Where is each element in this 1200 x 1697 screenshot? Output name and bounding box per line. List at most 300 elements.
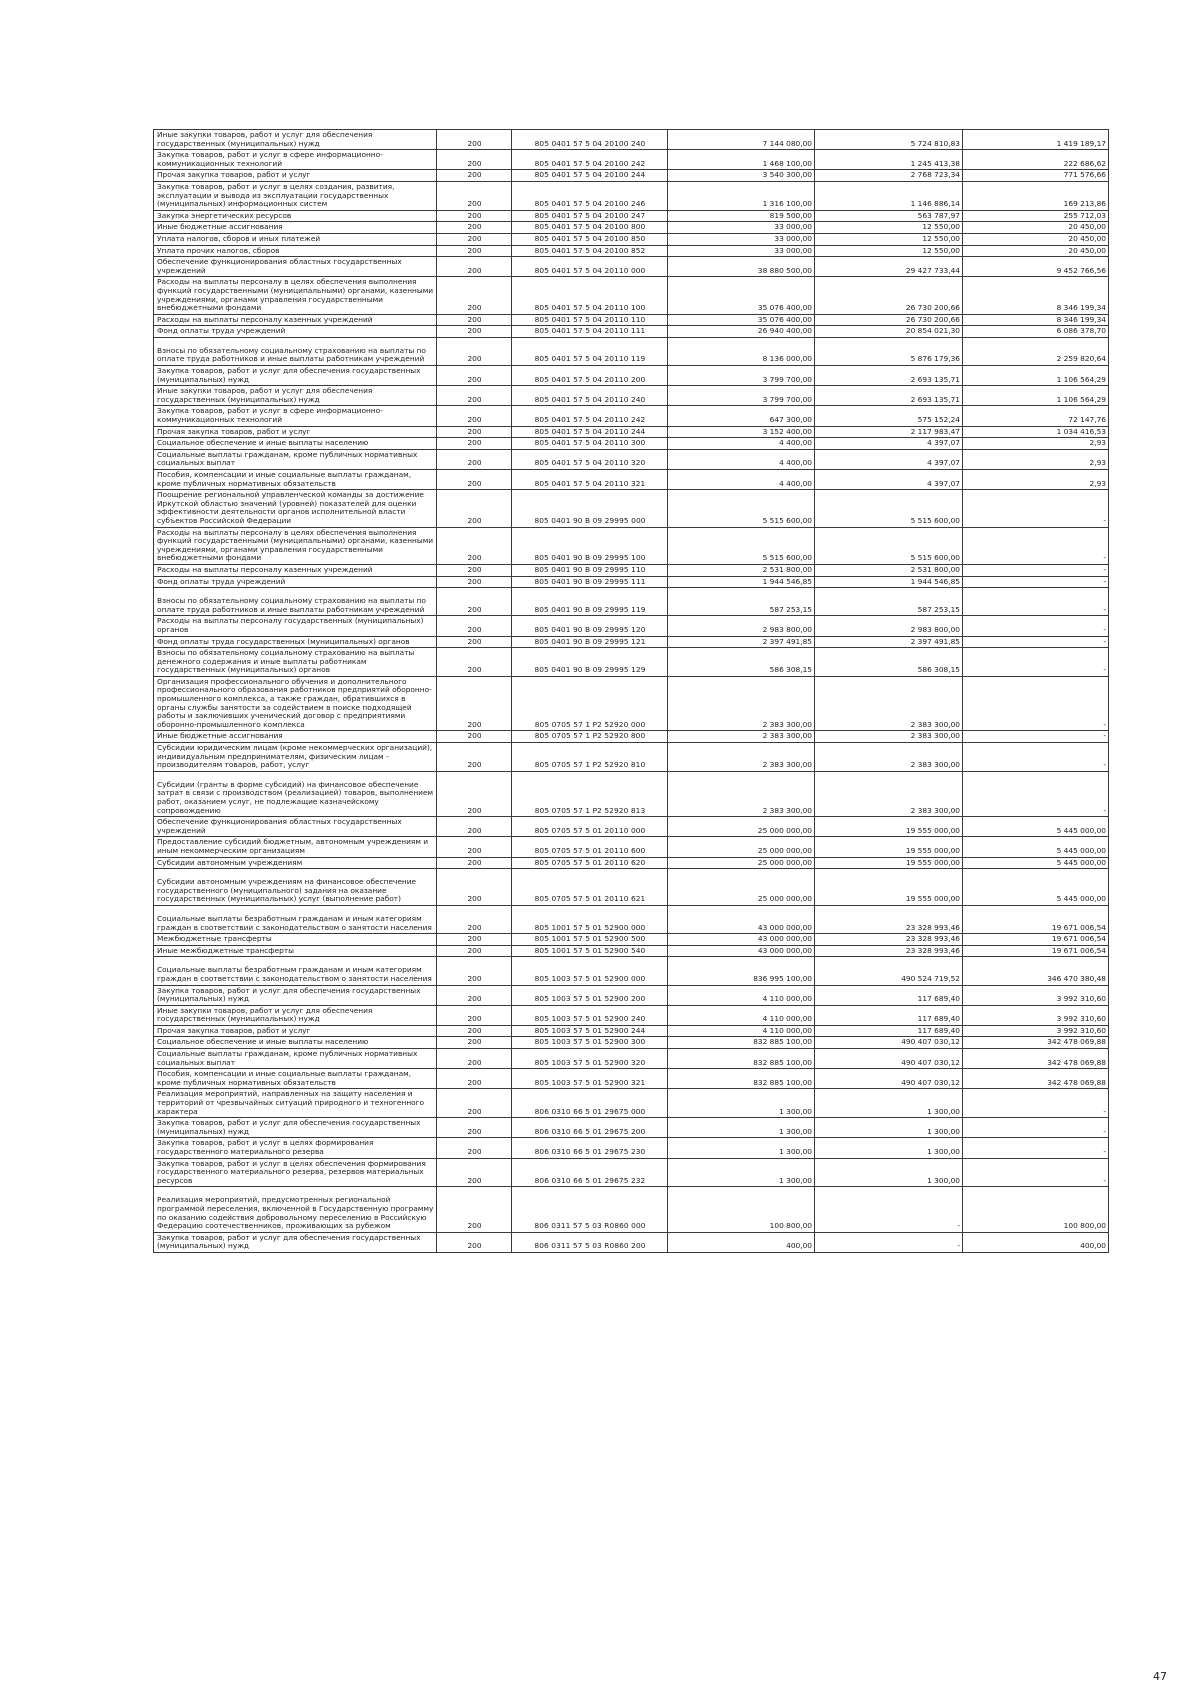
executed-amount-cell: 490 524 719,52 — [815, 957, 963, 985]
approved-amount-cell: 4 400,00 — [668, 470, 815, 490]
line-code-cell: 200 — [437, 985, 512, 1005]
table-row — [154, 905, 1109, 933]
executed-amount-cell: 1 146 886,14 — [815, 181, 963, 210]
executed-amount-cell: 19 555 000,00 — [815, 817, 963, 837]
line-code-cell: 200 — [437, 837, 512, 857]
expense-name-cell: Расходы на выплаты персоналу в целях обеспечения выполнения функций государственными (муниципальными) органами, казенными учреждениями, органами управления государственными внебюджетными фондами — [154, 277, 437, 314]
executed-amount-cell: 1 300,00 — [815, 1138, 963, 1158]
executed-amount-cell: 563 787,97 — [815, 210, 963, 222]
line-code-cell: 200 — [437, 957, 512, 985]
remaining-amount-cell: - — [963, 576, 1109, 588]
line-code-cell: 200 — [437, 576, 512, 588]
executed-amount-cell: 19 555 000,00 — [815, 869, 963, 906]
line-code-cell: 200 — [437, 934, 512, 946]
budget-classification-code-cell: 805 0401 57 5 04 20110 321 — [512, 470, 668, 490]
expense-name-cell: Уплата налогов, сборов и иных платежей — [154, 233, 437, 245]
budget-classification-code-cell: 805 0401 57 5 04 20110 100 — [512, 277, 668, 314]
remaining-amount-cell: 342 478 069,88 — [963, 1049, 1109, 1069]
remaining-amount-cell: - — [963, 490, 1109, 527]
expense-name-cell: Субсидии юридическим лицам (кроме некоммерческих организаций), индивидуальным предпринимателям, физическим лицам - производителям товаров, работ, услуг — [154, 743, 437, 772]
executed-amount-cell: 23 328 993,46 — [815, 934, 963, 946]
budget-classification-code-cell: 806 0310 66 5 01 29675 232 — [512, 1158, 668, 1187]
budget-classification-code-cell: 805 1003 57 5 01 52900 320 — [512, 1049, 668, 1069]
budget-classification-code-cell: 805 0705 57 5 01 20110 000 — [512, 817, 668, 837]
budget-classification-code-cell: 805 0401 57 5 04 20110 000 — [512, 257, 668, 277]
line-code-cell: 200 — [437, 869, 512, 906]
remaining-amount-cell: 6 086 378,70 — [963, 326, 1109, 338]
line-code-cell: 200 — [437, 386, 512, 406]
executed-amount-cell: 12 550,00 — [815, 222, 963, 234]
table-row — [154, 1158, 1109, 1187]
budget-classification-code-cell: 805 0401 57 5 04 20110 240 — [512, 386, 668, 406]
approved-amount-cell: 3 799 700,00 — [668, 366, 815, 386]
executed-amount-cell: 23 328 993,46 — [815, 945, 963, 957]
executed-amount-cell: 117 689,40 — [815, 1005, 963, 1025]
remaining-amount-cell: 2 259 820,64 — [963, 337, 1109, 365]
table-row — [154, 869, 1109, 906]
remaining-amount-cell: - — [963, 1118, 1109, 1138]
budget-classification-code-cell: 805 0401 90 В 09 29995 129 — [512, 648, 668, 677]
remaining-amount-cell: 5 445 000,00 — [963, 869, 1109, 906]
line-code-cell: 200 — [437, 648, 512, 677]
budget-classification-code-cell: 805 0401 57 5 04 20110 200 — [512, 366, 668, 386]
line-code-cell: 200 — [437, 817, 512, 837]
executed-amount-cell: 587 253,15 — [815, 588, 963, 616]
approved-amount-cell: 3 540 300,00 — [668, 170, 815, 182]
expense-name-cell: Закупка товаров, работ и услуг в целях обеспечения формирования государственного материального резерва, резервов материальных ресурсов — [154, 1158, 437, 1187]
expense-name-cell: Закупка товаров, работ и услуг для обеспечения государственных (муниципальных) нужд — [154, 985, 437, 1005]
approved-amount-cell: 2 983 800,00 — [668, 616, 815, 636]
executed-amount-cell: 12 550,00 — [815, 233, 963, 245]
table-row — [154, 150, 1109, 170]
remaining-amount-cell: - — [963, 527, 1109, 564]
executed-amount-cell: 490 407 030,12 — [815, 1037, 963, 1049]
budget-classification-code-cell: 805 1003 57 5 01 52900 244 — [512, 1025, 668, 1037]
executed-amount-cell: 2 383 300,00 — [815, 731, 963, 743]
line-code-cell: 200 — [437, 857, 512, 869]
budget-classification-code-cell: 805 1001 57 5 01 52900 000 — [512, 905, 668, 933]
table-row — [154, 170, 1109, 182]
budget-classification-code-cell: 806 0310 66 5 01 29675 200 — [512, 1118, 668, 1138]
remaining-amount-cell: - — [963, 771, 1109, 816]
executed-amount-cell: 490 407 030,12 — [815, 1049, 963, 1069]
line-code-cell: 200 — [437, 676, 512, 731]
executed-amount-cell: 19 555 000,00 — [815, 857, 963, 869]
remaining-amount-cell: 9 452 766,56 — [963, 257, 1109, 277]
expense-name-cell: Фонд оплаты труда государственных (муниципальных) органов — [154, 636, 437, 648]
line-code-cell: 200 — [437, 181, 512, 210]
remaining-amount-cell: 19 671 006,54 — [963, 945, 1109, 957]
expense-name-cell: Пособия, компенсации и иные социальные выплаты гражданам, кроме публичных нормативных обязательств — [154, 1069, 437, 1089]
table-row — [154, 438, 1109, 450]
expense-name-cell: Субсидии автономным учреждениям — [154, 857, 437, 869]
budget-classification-code-cell: 805 0401 57 5 04 20110 111 — [512, 326, 668, 338]
line-code-cell: 200 — [437, 233, 512, 245]
line-code-cell: 200 — [437, 366, 512, 386]
line-code-cell: 200 — [437, 449, 512, 469]
expense-name-cell: Обеспечение функционирования областных государственных учреждений — [154, 257, 437, 277]
expense-name-cell: Иные закупки товаров, работ и услуг для обеспечения государственных (муниципальных) нужд — [154, 1005, 437, 1025]
table-row — [154, 181, 1109, 210]
budget-classification-code-cell: 805 0401 90 В 09 29995 100 — [512, 527, 668, 564]
approved-amount-cell: 4 110 000,00 — [668, 1005, 815, 1025]
approved-amount-cell: 25 000 000,00 — [668, 869, 815, 906]
line-code-cell: 200 — [437, 1118, 512, 1138]
budget-classification-code-cell: 806 0311 57 5 03 R0860 000 — [512, 1187, 668, 1232]
approved-amount-cell: 4 400,00 — [668, 449, 815, 469]
line-code-cell: 200 — [437, 1037, 512, 1049]
line-code-cell: 200 — [437, 170, 512, 182]
approved-amount-cell: 35 076 400,00 — [668, 314, 815, 326]
budget-classification-code-cell: 805 0401 90 В 09 29995 111 — [512, 576, 668, 588]
budget-classification-code-cell: 805 0401 57 5 04 20110 244 — [512, 426, 668, 438]
table-row — [154, 1037, 1109, 1049]
budget-classification-code-cell: 805 0705 57 5 01 20110 600 — [512, 837, 668, 857]
expense-name-cell: Закупка товаров, работ и услуг в целях формирования государственного материального резерва — [154, 1138, 437, 1158]
remaining-amount-cell: - — [963, 1089, 1109, 1118]
remaining-amount-cell: 222 686,62 — [963, 150, 1109, 170]
budget-classification-code-cell: 805 0401 90 В 09 29995 120 — [512, 616, 668, 636]
approved-amount-cell: 819 500,00 — [668, 210, 815, 222]
approved-amount-cell: 25 000 000,00 — [668, 837, 815, 857]
expense-name-cell: Иные бюджетные ассигнования — [154, 731, 437, 743]
executed-amount-cell: 2 693 135,71 — [815, 366, 963, 386]
approved-amount-cell: 1 944 546,85 — [668, 576, 815, 588]
expense-name-cell: Расходы на выплаты персоналу казенных учреждений — [154, 314, 437, 326]
expense-name-cell: Прочая закупка товаров, работ и услуг — [154, 1025, 437, 1037]
remaining-amount-cell: 5 445 000,00 — [963, 857, 1109, 869]
line-code-cell: 200 — [437, 905, 512, 933]
budget-classification-code-cell: 805 0401 57 5 04 20110 110 — [512, 314, 668, 326]
expense-name-cell: Реализация мероприятий, направленных на защиту населения и территорий от чрезвычайных ситуаций природного и техногенного характера — [154, 1089, 437, 1118]
remaining-amount-cell: 20 450,00 — [963, 245, 1109, 257]
executed-amount-cell: 575 152,24 — [815, 406, 963, 426]
table-row — [154, 277, 1109, 314]
table-row — [154, 676, 1109, 731]
line-code-cell: 200 — [437, 1187, 512, 1232]
approved-amount-cell: 1 468 100,00 — [668, 150, 815, 170]
executed-amount-cell: 2 397 491,85 — [815, 636, 963, 648]
executed-amount-cell: 117 689,40 — [815, 985, 963, 1005]
remaining-amount-cell: - — [963, 636, 1109, 648]
expense-name-cell: Иные закупки товаров, работ и услуг для обеспечения государственных (муниципальных) нужд — [154, 386, 437, 406]
approved-amount-cell: 4 400,00 — [668, 438, 815, 450]
expense-name-cell: Закупка товаров, работ и услуг в целях создания, развития, эксплуатации и вывода из эксплуатации государственных (муниципальных) информационных систем — [154, 181, 437, 210]
expense-name-cell: Расходы на выплаты персоналу казенных учреждений — [154, 564, 437, 576]
approved-amount-cell: 43 000 000,00 — [668, 945, 815, 957]
approved-amount-cell: 4 110 000,00 — [668, 1025, 815, 1037]
expense-name-cell: Взносы по обязательному социальному страхованию на выплаты денежного содержания и иные выплаты работникам государственных (муниципальных) органов — [154, 648, 437, 677]
budget-classification-code-cell: 805 0401 90 В 09 29995 000 — [512, 490, 668, 527]
budget-classification-code-cell: 805 0401 57 5 04 20110 242 — [512, 406, 668, 426]
approved-amount-cell: 2 383 300,00 — [668, 743, 815, 772]
remaining-amount-cell: - — [963, 743, 1109, 772]
expense-name-cell: Социальные выплаты гражданам, кроме публичных нормативных социальных выплат — [154, 1049, 437, 1069]
remaining-amount-cell: 20 450,00 — [963, 233, 1109, 245]
budget-classification-code-cell: 805 1003 57 5 01 52900 000 — [512, 957, 668, 985]
budget-classification-code-cell: 805 0401 57 5 04 20100 852 — [512, 245, 668, 257]
expense-name-cell: Социальные выплаты гражданам, кроме публичных нормативных социальных выплат — [154, 449, 437, 469]
approved-amount-cell: 38 880 500,00 — [668, 257, 815, 277]
approved-amount-cell: 43 000 000,00 — [668, 934, 815, 946]
expense-name-cell: Закупка товаров, работ и услуг в сфере информационно-коммуникационных технологий — [154, 406, 437, 426]
budget-classification-code-cell: 805 0401 90 В 09 29995 121 — [512, 636, 668, 648]
budget-classification-code-cell: 805 0401 57 5 04 20100 246 — [512, 181, 668, 210]
remaining-amount-cell: 5 445 000,00 — [963, 817, 1109, 837]
budget-classification-code-cell: 805 1001 57 5 01 52900 500 — [512, 934, 668, 946]
line-code-cell: 200 — [437, 277, 512, 314]
budget-classification-code-cell: 805 0401 57 5 04 20100 247 — [512, 210, 668, 222]
table-row — [154, 406, 1109, 426]
executed-amount-cell: 117 689,40 — [815, 1025, 963, 1037]
remaining-amount-cell: 72 147,76 — [963, 406, 1109, 426]
line-code-cell: 200 — [437, 1069, 512, 1089]
approved-amount-cell: 586 308,15 — [668, 648, 815, 677]
expense-name-cell: Закупка товаров, работ и услуг в сфере информационно-коммуникационных технологий — [154, 150, 437, 170]
table-row — [154, 130, 1109, 150]
budget-classification-code-cell: 805 0705 57 5 01 20110 621 — [512, 869, 668, 906]
line-code-cell: 200 — [437, 1089, 512, 1118]
executed-amount-cell: 2 383 300,00 — [815, 743, 963, 772]
remaining-amount-cell: 19 671 006,54 — [963, 934, 1109, 946]
approved-amount-cell: 8 136 000,00 — [668, 337, 815, 365]
table-row — [154, 337, 1109, 365]
budget-classification-code-cell: 805 0705 57 1 Р2 52920 800 — [512, 731, 668, 743]
executed-amount-cell: 1 300,00 — [815, 1089, 963, 1118]
expense-name-cell: Закупка товаров, работ и услуг для обеспечения государственных (муниципальных) нужд — [154, 1118, 437, 1138]
expense-name-cell: Иные бюджетные ассигнования — [154, 222, 437, 234]
table-row — [154, 564, 1109, 576]
table-row — [154, 470, 1109, 490]
budget-classification-code-cell: 805 0705 57 1 Р2 52920 000 — [512, 676, 668, 731]
remaining-amount-cell: 5 445 000,00 — [963, 837, 1109, 857]
expense-name-cell: Реализация мероприятий, предусмотренных региональной программой переселения, включенной в Государственную программу по оказанию содействия добровольному переселению в Российскую Федерацию соотечественников, проживающих за рубежом — [154, 1187, 437, 1232]
executed-amount-cell: 5 724 810,83 — [815, 130, 963, 150]
table-row — [154, 1187, 1109, 1232]
budget-classification-code-cell: 805 0705 57 1 Р2 52920 813 — [512, 771, 668, 816]
executed-amount-cell: 1 245 413,38 — [815, 150, 963, 170]
executed-amount-cell: 4 397,07 — [815, 470, 963, 490]
line-code-cell: 200 — [437, 222, 512, 234]
table-row — [154, 636, 1109, 648]
table-row — [154, 426, 1109, 438]
budget-classification-code-cell: 805 0401 57 5 04 20100 240 — [512, 130, 668, 150]
line-code-cell: 200 — [437, 470, 512, 490]
table-row — [154, 1049, 1109, 1069]
approved-amount-cell: 4 110 000,00 — [668, 985, 815, 1005]
line-code-cell: 200 — [437, 438, 512, 450]
approved-amount-cell: 1 316 100,00 — [668, 181, 815, 210]
remaining-amount-cell: 3 992 310,60 — [963, 1025, 1109, 1037]
expense-name-cell: Фонд оплаты труда учреждений — [154, 326, 437, 338]
executed-amount-cell: 586 308,15 — [815, 648, 963, 677]
executed-amount-cell: 5 515 600,00 — [815, 490, 963, 527]
approved-amount-cell: 2 383 300,00 — [668, 676, 815, 731]
expense-name-cell: Уплата прочих налогов, сборов — [154, 245, 437, 257]
approved-amount-cell: 35 076 400,00 — [668, 277, 815, 314]
table-row — [154, 771, 1109, 816]
executed-amount-cell: 26 730 200,66 — [815, 277, 963, 314]
expense-name-cell: Социальные выплаты безработным гражданам и иным категориям граждан в соответствии с законодательством о занятости населения — [154, 905, 437, 933]
table-row — [154, 233, 1109, 245]
executed-amount-cell: 12 550,00 — [815, 245, 963, 257]
line-code-cell: 200 — [437, 945, 512, 957]
line-code-cell: 200 — [437, 1232, 512, 1252]
executed-amount-cell: 26 730 200,66 — [815, 314, 963, 326]
table-row — [154, 1089, 1109, 1118]
remaining-amount-cell: 1 419 189,17 — [963, 130, 1109, 150]
approved-amount-cell: 26 940 400,00 — [668, 326, 815, 338]
table-row — [154, 449, 1109, 469]
table-row — [154, 245, 1109, 257]
budget-classification-code-cell: 805 0401 57 5 04 20110 119 — [512, 337, 668, 365]
line-code-cell: 200 — [437, 564, 512, 576]
remaining-amount-cell: 1 106 564,29 — [963, 366, 1109, 386]
expense-name-cell: Субсидии (гранты в форме субсидий) на финансовое обеспечение затрат в связи с производством (реализацией) товаров, выполнением работ, оказанием услуг, не подлежащие казначейскому сопровождению — [154, 771, 437, 816]
remaining-amount-cell: 1 106 564,29 — [963, 386, 1109, 406]
line-code-cell: 200 — [437, 406, 512, 426]
approved-amount-cell: 25 000 000,00 — [668, 857, 815, 869]
table-row — [154, 945, 1109, 957]
executed-amount-cell: 490 407 030,12 — [815, 1069, 963, 1089]
table-row — [154, 314, 1109, 326]
approved-amount-cell: 100 800,00 — [668, 1187, 815, 1232]
expense-name-cell: Поощрение региональной управленческой команды за достижение Иркутской областью значений (уровней) показателей для оценки эффективности деятельности органов исполнительной власти субъектов Российской Федерации — [154, 490, 437, 527]
line-code-cell: 200 — [437, 1158, 512, 1187]
expense-name-cell: Закупка энергетических ресурсов — [154, 210, 437, 222]
expense-name-cell: Расходы на выплаты персоналу государственных (муниципальных) органов — [154, 616, 437, 636]
line-code-cell: 200 — [437, 636, 512, 648]
budget-execution-table — [153, 129, 1109, 1253]
table-row — [154, 743, 1109, 772]
approved-amount-cell: 25 000 000,00 — [668, 817, 815, 837]
line-code-cell: 200 — [437, 210, 512, 222]
expense-name-cell: Социальное обеспечение и иные выплаты населению — [154, 1037, 437, 1049]
remaining-amount-cell: 3 992 310,60 — [963, 985, 1109, 1005]
expense-name-cell: Организация профессионального обучения и дополнительного профессионального образования работников предприятий оборонно-промышленного комплекса, а также граждан, обратившихся в органы службы занятости за содействием в поиске подходящей работы и заключивших ученический договор с предприятиями оборонно-промышленного комплекса — [154, 676, 437, 731]
approved-amount-cell: 2 531 800,00 — [668, 564, 815, 576]
approved-amount-cell: 5 515 600,00 — [668, 527, 815, 564]
table-row — [154, 934, 1109, 946]
executed-amount-cell: 1 300,00 — [815, 1118, 963, 1138]
executed-amount-cell: - — [815, 1187, 963, 1232]
line-code-cell: 200 — [437, 490, 512, 527]
approved-amount-cell: 1 300,00 — [668, 1118, 815, 1138]
expense-name-cell: Закупка товаров, работ и услуг для обеспечения государственных (муниципальных) нужд — [154, 366, 437, 386]
expense-name-cell: Фонд оплаты труда учреждений — [154, 576, 437, 588]
table-row — [154, 576, 1109, 588]
approved-amount-cell: 33 000,00 — [668, 233, 815, 245]
executed-amount-cell: 1 300,00 — [815, 1158, 963, 1187]
remaining-amount-cell: - — [963, 731, 1109, 743]
remaining-amount-cell: - — [963, 1158, 1109, 1187]
line-code-cell: 200 — [437, 257, 512, 277]
table-row — [154, 222, 1109, 234]
approved-amount-cell: 832 885 100,00 — [668, 1037, 815, 1049]
table-row — [154, 648, 1109, 677]
approved-amount-cell: 400,00 — [668, 1232, 815, 1252]
executed-amount-cell: 19 555 000,00 — [815, 837, 963, 857]
budget-classification-code-cell: 805 0401 90 В 09 29995 110 — [512, 564, 668, 576]
table-row — [154, 957, 1109, 985]
line-code-cell: 200 — [437, 337, 512, 365]
expense-name-cell: Прочая закупка товаров, работ и услуг — [154, 170, 437, 182]
approved-amount-cell: 587 253,15 — [668, 588, 815, 616]
expense-name-cell: Расходы на выплаты персоналу в целях обеспечения выполнения функций государственными (муниципальными) органами, казенными учреждениями, органами управления государственными внебюджетными фондами — [154, 527, 437, 564]
expense-name-cell: Взносы по обязательному социальному страхованию на выплаты по оплате труда работников и иные выплаты работникам учреждений — [154, 337, 437, 365]
approved-amount-cell: 2 383 300,00 — [668, 731, 815, 743]
remaining-amount-cell: 3 992 310,60 — [963, 1005, 1109, 1025]
executed-amount-cell: 2 383 300,00 — [815, 676, 963, 731]
table-row — [154, 1025, 1109, 1037]
table-row — [154, 210, 1109, 222]
table-row — [154, 837, 1109, 857]
executed-amount-cell: 23 328 993,46 — [815, 905, 963, 933]
approved-amount-cell: 1 300,00 — [668, 1138, 815, 1158]
approved-amount-cell: 2 383 300,00 — [668, 771, 815, 816]
approved-amount-cell: 3 799 700,00 — [668, 386, 815, 406]
expense-name-cell: Взносы по обязательному социальному страхованию на выплаты по оплате труда работников и иные выплаты работникам учреждений — [154, 588, 437, 616]
remaining-amount-cell: - — [963, 648, 1109, 677]
remaining-amount-cell: - — [963, 588, 1109, 616]
remaining-amount-cell: 400,00 — [963, 1232, 1109, 1252]
expense-name-cell: Предоставление субсидий бюджетным, автономным учреждениям и иным некоммерческим организациям — [154, 837, 437, 857]
line-code-cell: 200 — [437, 616, 512, 636]
table-row — [154, 985, 1109, 1005]
expense-name-cell: Иные межбюджетные трансферты — [154, 945, 437, 957]
line-code-cell: 200 — [437, 743, 512, 772]
table-row — [154, 1005, 1109, 1025]
budget-classification-code-cell: 805 0401 57 5 04 20100 850 — [512, 233, 668, 245]
budget-classification-code-cell: 805 0401 57 5 04 20100 242 — [512, 150, 668, 170]
budget-classification-code-cell: 805 1003 57 5 01 52900 200 — [512, 985, 668, 1005]
executed-amount-cell: - — [815, 1232, 963, 1252]
table-row — [154, 490, 1109, 527]
table-row — [154, 1138, 1109, 1158]
expense-name-cell: Социальные выплаты безработным гражданам и иным категориям граждан в соответствии с законодательством о занятости населения — [154, 957, 437, 985]
line-code-cell: 200 — [437, 1005, 512, 1025]
table-row — [154, 731, 1109, 743]
approved-amount-cell: 832 885 100,00 — [668, 1069, 815, 1089]
remaining-amount-cell: 19 671 006,54 — [963, 905, 1109, 933]
table-row — [154, 1232, 1109, 1252]
executed-amount-cell: 5 515 600,00 — [815, 527, 963, 564]
remaining-amount-cell: 346 470 380,48 — [963, 957, 1109, 985]
budget-classification-code-cell: 805 0401 57 5 04 20110 300 — [512, 438, 668, 450]
expense-name-cell: Прочая закупка товаров, работ и услуг — [154, 426, 437, 438]
approved-amount-cell: 43 000 000,00 — [668, 905, 815, 933]
line-code-cell: 200 — [437, 426, 512, 438]
page-number: 47 — [1153, 1670, 1167, 1683]
remaining-amount-cell: 100 800,00 — [963, 1187, 1109, 1232]
remaining-amount-cell: 169 213,86 — [963, 181, 1109, 210]
executed-amount-cell: 2 768 723,34 — [815, 170, 963, 182]
approved-amount-cell: 2 397 491,85 — [668, 636, 815, 648]
table-row — [154, 326, 1109, 338]
remaining-amount-cell: - — [963, 1138, 1109, 1158]
approved-amount-cell: 1 300,00 — [668, 1158, 815, 1187]
budget-classification-code-cell: 805 0705 57 5 01 20110 620 — [512, 857, 668, 869]
line-code-cell: 200 — [437, 1049, 512, 1069]
executed-amount-cell: 5 876 179,36 — [815, 337, 963, 365]
remaining-amount-cell: 342 478 069,88 — [963, 1069, 1109, 1089]
remaining-amount-cell: 2,93 — [963, 449, 1109, 469]
approved-amount-cell: 832 885 100,00 — [668, 1049, 815, 1069]
approved-amount-cell: 33 000,00 — [668, 245, 815, 257]
line-code-cell: 200 — [437, 314, 512, 326]
remaining-amount-cell: 2,93 — [963, 470, 1109, 490]
table-row — [154, 857, 1109, 869]
